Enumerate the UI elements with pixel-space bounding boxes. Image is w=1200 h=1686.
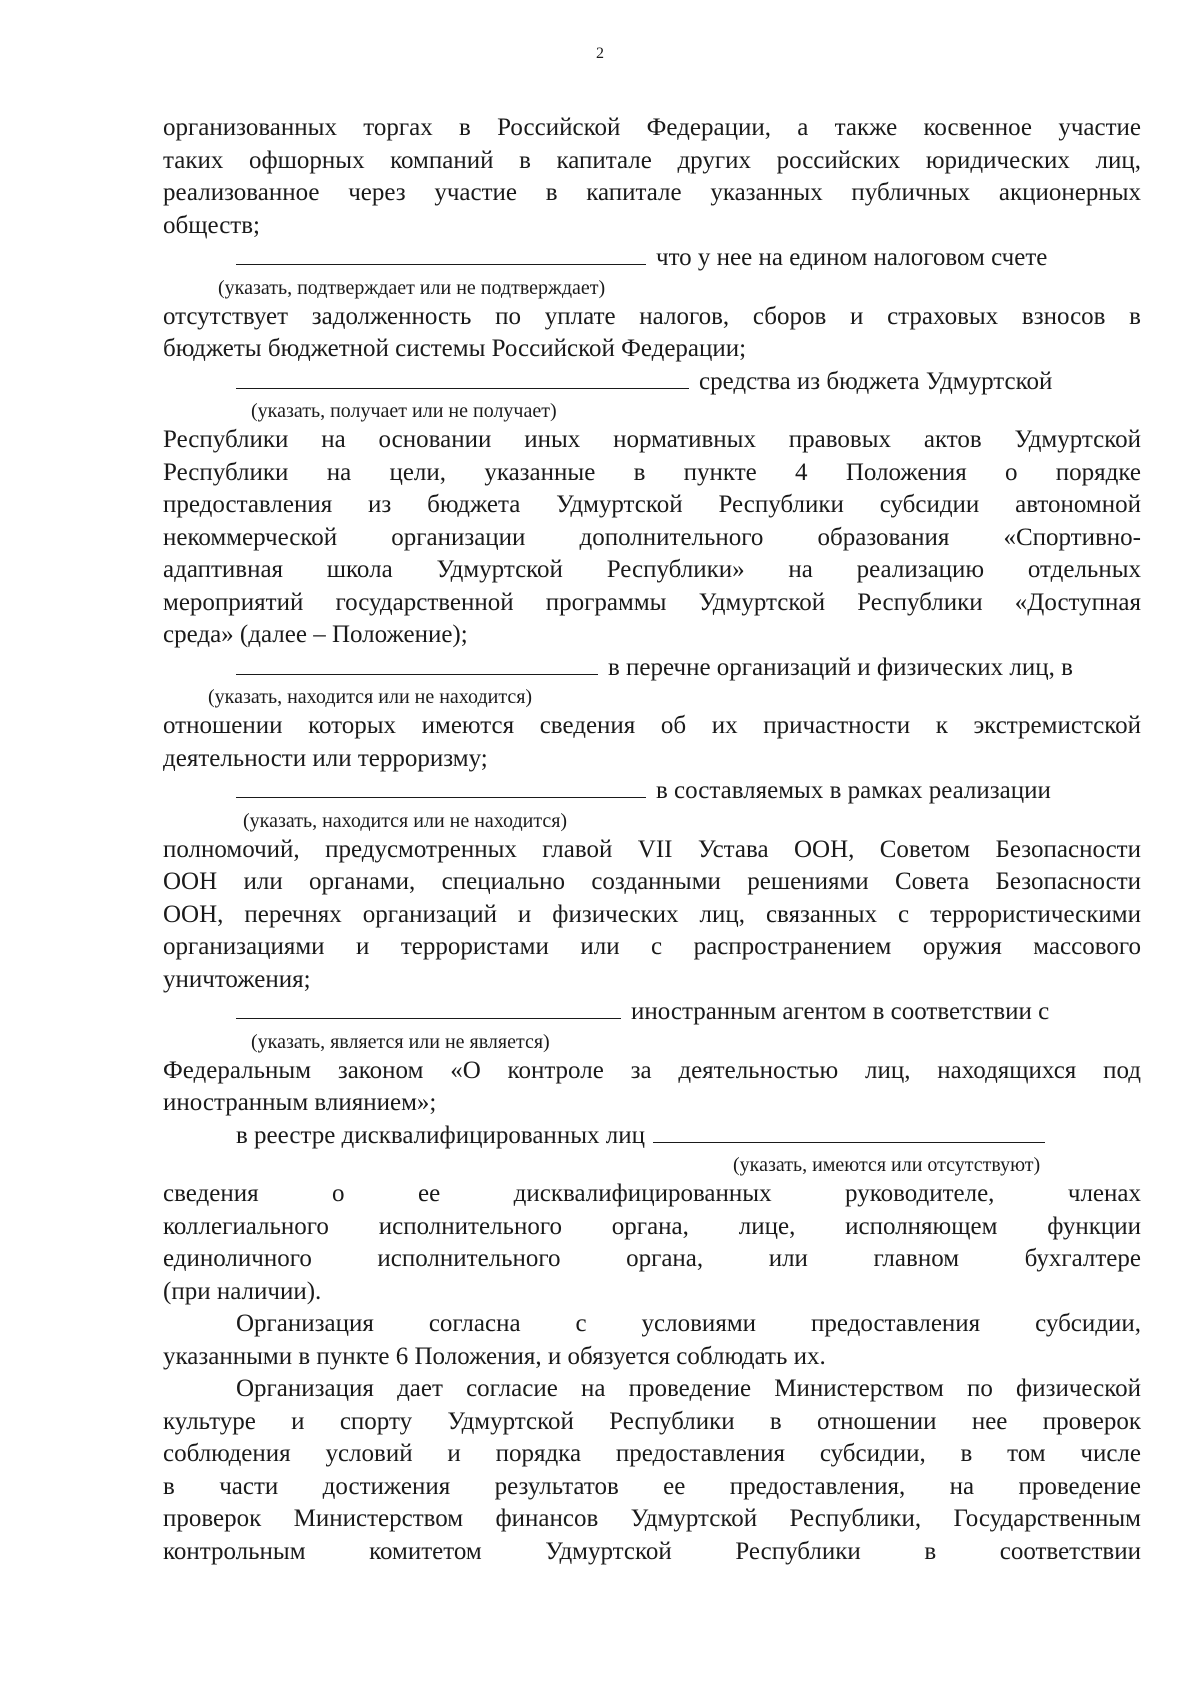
fill-line-text: в перечне организаций и физических лиц, в: [608, 653, 1073, 681]
text-line: ООН или органами, специально созданными решениями Совета Безопасности: [163, 868, 1141, 895]
paragraph-un-lists: [163, 775, 1141, 996]
text-line: Организация согласна с условиями предоставления субсидии,: [236, 1310, 1141, 1337]
fill-line-row: [163, 366, 1141, 399]
field-hint: (указать, имеются или отсутствуют): [733, 1154, 1041, 1176]
text-line: таких офшорных компаний в капитале других российских юридических лиц,: [163, 146, 1141, 174]
blank-field-un-lists[interactable]: [236, 777, 646, 798]
text-line: Федеральным законом «О контроле за деятельностью лиц, находящихся под: [163, 1056, 1141, 1084]
fill-line-text: в составляемых в рамках реализации: [656, 777, 1051, 804]
field-hint: (указать, получает или не получает): [251, 400, 557, 422]
text-line: культуре и спорту Удмуртской Республики в отношении нее проверок: [163, 1407, 1141, 1435]
text-line: среда» (далее – Положение);: [163, 621, 468, 648]
blank-field-confirms[interactable]: [236, 244, 646, 265]
text-line: проверок Министерством финансов Удмуртской Республики, Государственным: [163, 1505, 1141, 1532]
text-line: указанными в пункте 6 Положения, и обязуется соблюдать их.: [163, 1342, 826, 1370]
blank-field-receives[interactable]: [236, 368, 689, 389]
text-line: уничтожения;: [163, 965, 311, 993]
text-line: соблюдения условий и порядка предоставления субсидии, в том числе: [163, 1440, 1141, 1467]
text-line: (при наличии).: [163, 1277, 322, 1305]
text-line: реализованное через участие в капитале указанных публичных акционерных: [163, 179, 1141, 206]
field-hint: (указать, находится или не находится): [243, 809, 568, 832]
paragraph-disqualified-registry: [163, 1120, 1141, 1309]
text-line: мероприятий государственной программы Удмуртской Республики «Доступная: [163, 588, 1141, 616]
paragraph-tax-debt: [163, 242, 1141, 366]
paragraph-offshore: [163, 112, 1141, 242]
paragraph-inspection-consent: [163, 1373, 1141, 1568]
paragraph-agreement: [163, 1308, 1141, 1373]
paragraph-budget-funds: [163, 366, 1141, 652]
field-hint: (указать, подтверждает или не подтверждает): [218, 276, 606, 299]
text-line: отношении которых имеются сведения об их причастности к экстремистской: [163, 712, 1141, 739]
text-line: Организация дает согласие на проведение Министерством по физической: [236, 1375, 1141, 1402]
blank-field-disqualified[interactable]: [653, 1122, 1045, 1143]
text-line: единоличного исполнительного органа, или главном бухгалтере: [163, 1245, 1141, 1272]
fill-line-row: [163, 996, 1141, 1029]
text-line: в части достижения результатов ее предоставления, на проведение: [163, 1472, 1141, 1500]
text-line: коллегиального исполнительного органа, лице, исполняющем функции: [163, 1212, 1141, 1240]
field-hint: (указать, является или не является): [251, 1030, 550, 1053]
text-line: организованных торгах в Российской Федерации, а также косвенное участие: [163, 114, 1141, 141]
paragraph-extremism-list: [163, 652, 1141, 776]
field-hint: (указать, находится или не находится): [208, 686, 533, 708]
fill-line-text: иностранным агентом в соответствии с: [631, 998, 1050, 1025]
fill-line-row: [163, 775, 1141, 808]
text-line: отсутствует задолженность по уплате налогов, сборов и страховых взносов в: [163, 302, 1141, 330]
text-line: полномочий, предусмотренных главой VII Устава ООН, Советом Безопасности: [163, 835, 1141, 863]
text-line: деятельности или терроризму;: [163, 744, 488, 772]
text-line: сведения о ее дисквалифицированных руководителе, членах: [163, 1180, 1141, 1207]
fill-line-text: средства из бюджета Удмуртской: [699, 367, 1053, 395]
fill-line-text: в реестре дисквалифицированных лиц: [236, 1121, 645, 1149]
blank-field-extremism[interactable]: [236, 654, 598, 675]
paragraph-foreign-agent: [163, 996, 1141, 1120]
document-body: [163, 112, 1141, 1568]
text-line: предоставления из бюджета Удмуртской Республики субсидии автономной: [163, 491, 1141, 518]
page-number: 2: [596, 45, 604, 62]
text-line: бюджеты бюджетной системы Российской Федерации;: [163, 335, 747, 362]
blank-field-foreign-agent[interactable]: [236, 998, 621, 1019]
fill-line-text: что у нее на едином налоговом счете: [656, 244, 1048, 271]
text-line: контрольным комитетом Удмуртской Республики в соответствии: [163, 1537, 1141, 1565]
text-line: ООН, перечнях организаций и физических лиц, связанных с террористическими: [163, 900, 1141, 928]
text-line: адаптивная школа Удмуртской Республики» на реализацию отдельных: [163, 556, 1141, 583]
fill-line-row: [163, 242, 1141, 275]
text-line: Республики на основании иных нормативных правовых актов Удмуртской: [163, 426, 1141, 453]
fill-line-row: [163, 652, 1141, 685]
text-line: иностранным влиянием»;: [163, 1089, 437, 1116]
fill-line-row: [163, 1120, 1141, 1153]
text-line: обществ;: [163, 211, 260, 239]
text-line: организациями и террористами или с распространением оружия массового: [163, 933, 1141, 960]
text-line: Республики на цели, указанные в пункте 4 Положения о порядке: [163, 458, 1141, 486]
text-line: некоммерческой организации дополнительного образования «Спортивно-: [163, 523, 1141, 551]
